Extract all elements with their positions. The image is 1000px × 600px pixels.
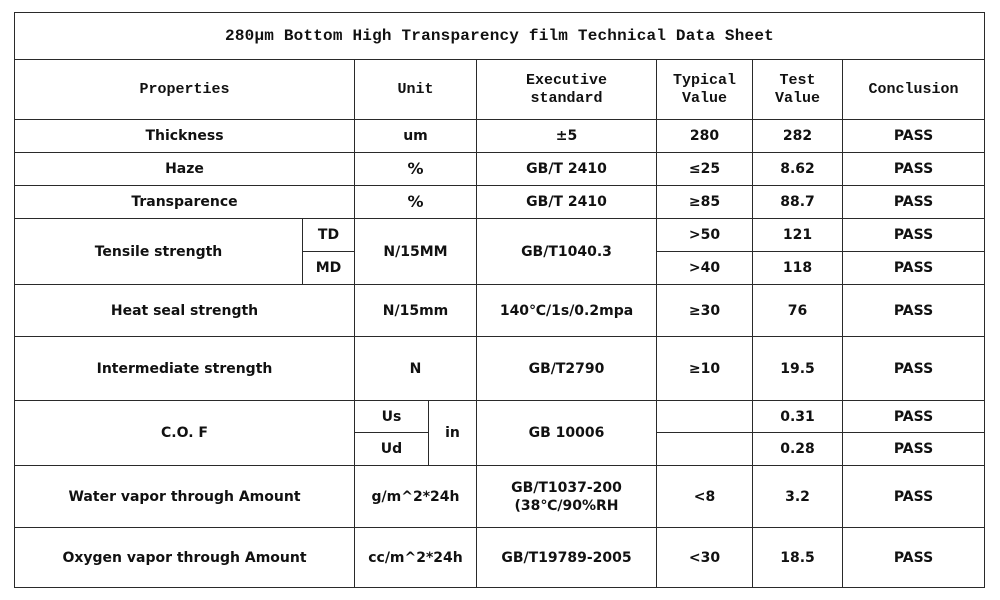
property-cell: Tensile strength: [15, 219, 303, 285]
test-value-cell: 121: [753, 219, 843, 252]
property-cell: Water vapor through Amount: [15, 466, 355, 528]
test-value-cell: 3.2: [753, 466, 843, 528]
typical-value-cell: [657, 401, 753, 433]
header-executive-standard: Executive standard: [477, 60, 657, 120]
typical-value-cell: ≥10: [657, 337, 753, 401]
test-value-cell: 282: [753, 120, 843, 153]
test-value-cell: 88.7: [753, 186, 843, 219]
standard-cell: GB/T1040.3: [477, 219, 657, 285]
sheet-title: 280μm Bottom High Transparency film Technical Data Sheet: [15, 13, 985, 60]
typical-value-cell: 280: [657, 120, 753, 153]
property-cell: Thickness: [15, 120, 355, 153]
standard-cell: 140℃/1s/0.2mpa: [477, 285, 657, 337]
cof-us-cell: Us: [355, 401, 429, 433]
cof-ud-cell: Ud: [355, 433, 429, 466]
typical-value-cell: <8: [657, 466, 753, 528]
conclusion-cell: PASS: [843, 433, 985, 466]
unit-cell: um: [355, 120, 477, 153]
table-row: [15, 186, 985, 219]
header-row: [15, 60, 985, 120]
unit-cell: N/15mm: [355, 285, 477, 337]
property-cell: Transparence: [15, 186, 355, 219]
test-value-cell: 118: [753, 252, 843, 285]
unit-cell: in: [429, 401, 477, 466]
unit-cell: cc/m^2*24h: [355, 528, 477, 588]
header-typical-value: Typical Value: [657, 60, 753, 120]
conclusion-cell: PASS: [843, 528, 985, 588]
typical-value-cell: ≥30: [657, 285, 753, 337]
standard-cell: GB 10006: [477, 401, 657, 466]
property-cell: Heat seal strength: [15, 285, 355, 337]
conclusion-cell: PASS: [843, 285, 985, 337]
table-row: [15, 528, 985, 588]
unit-cell: g/m^2*24h: [355, 466, 477, 528]
direction-cell-md: MD: [303, 252, 355, 285]
conclusion-cell: PASS: [843, 219, 985, 252]
table-row: [15, 120, 985, 153]
unit-cell: %: [355, 153, 477, 186]
table-row: [15, 153, 985, 186]
unit-cell: %: [355, 186, 477, 219]
test-value-cell: 8.62: [753, 153, 843, 186]
header-properties: Properties: [15, 60, 355, 120]
standard-cell: GB/T19789-2005: [477, 528, 657, 588]
conclusion-cell: PASS: [843, 466, 985, 528]
test-value-cell: 76: [753, 285, 843, 337]
table-row: [15, 219, 985, 252]
conclusion-cell: PASS: [843, 252, 985, 285]
technical-data-sheet-table: [14, 12, 985, 588]
property-cell: C.O. F: [15, 401, 355, 466]
typical-value-cell: ≥85: [657, 186, 753, 219]
title-row: [15, 13, 985, 60]
unit-cell: N: [355, 337, 477, 401]
header-conclusion: Conclusion: [843, 60, 985, 120]
conclusion-cell: PASS: [843, 337, 985, 401]
test-value-cell: 18.5: [753, 528, 843, 588]
table-row: [15, 337, 985, 401]
typical-value-cell: <30: [657, 528, 753, 588]
table-row: [15, 285, 985, 337]
property-cell: Haze: [15, 153, 355, 186]
conclusion-cell: PASS: [843, 186, 985, 219]
test-value-cell: 19.5: [753, 337, 843, 401]
standard-cell: GB/T 2410: [477, 153, 657, 186]
property-cell: Intermediate strength: [15, 337, 355, 401]
standard-cell: GB/T 2410: [477, 186, 657, 219]
typical-value-cell: >50: [657, 219, 753, 252]
direction-cell-td: TD: [303, 219, 355, 252]
standard-cell: GB/T2790: [477, 337, 657, 401]
conclusion-cell: PASS: [843, 120, 985, 153]
typical-value-cell: [657, 433, 753, 466]
table-row: [15, 401, 985, 433]
property-cell: Oxygen vapor through Amount: [15, 528, 355, 588]
test-value-cell: 0.28: [753, 433, 843, 466]
unit-cell: N/15MM: [355, 219, 477, 285]
typical-value-cell: ≤25: [657, 153, 753, 186]
table-row: [15, 466, 985, 528]
header-unit: Unit: [355, 60, 477, 120]
header-test-value: Test Value: [753, 60, 843, 120]
standard-cell: ±5: [477, 120, 657, 153]
standard-cell: GB/T1037-200 (38℃/90%RH: [477, 466, 657, 528]
conclusion-cell: PASS: [843, 153, 985, 186]
test-value-cell: 0.31: [753, 401, 843, 433]
typical-value-cell: >40: [657, 252, 753, 285]
conclusion-cell: PASS: [843, 401, 985, 433]
